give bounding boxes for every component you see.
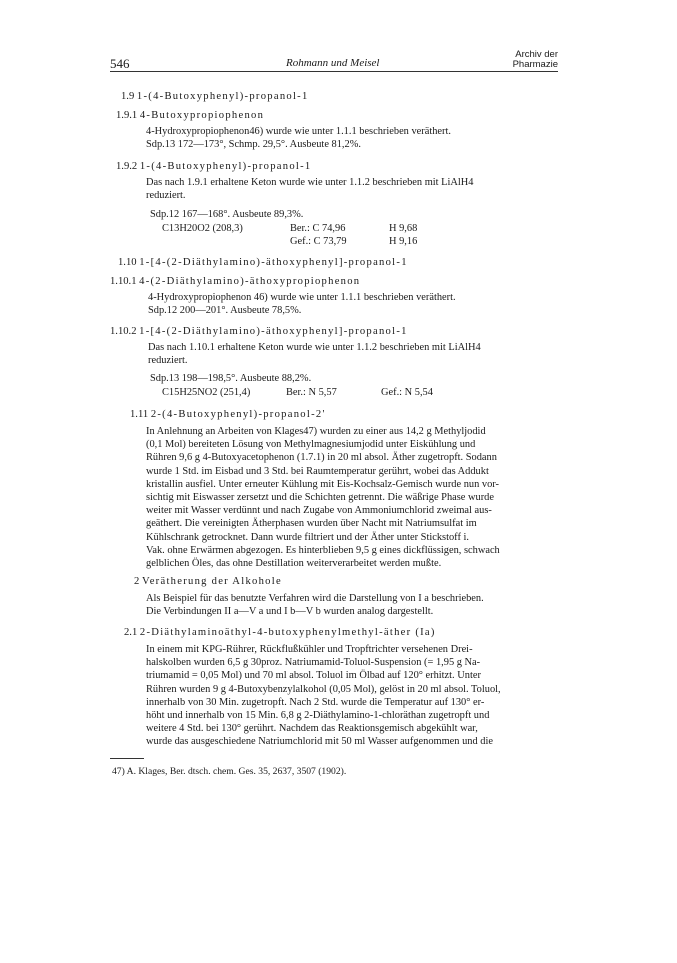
section-1-10-2-data: Sdp.13 198—198,5°. Ausbeute 88,2%. xyxy=(150,373,312,384)
text-line: halskolben wurden 6,5 g 30proz. Natriumamid-Toluol-Suspension (= 1,95 g Na- xyxy=(146,657,481,669)
text-line: triumamid = 0,05 Mol) und 70 ml absol. Toluol im Ölbad auf 120° erhitzt. Unter xyxy=(146,670,481,682)
text-line: wurde das ausgeschiedene Natriumchlorid mit 50 ml Wasser aufgenommen und die xyxy=(146,736,493,748)
section-number: 1.10.2 xyxy=(110,326,137,337)
section-1-9-2-body xyxy=(146,176,558,202)
section-1-11-heading xyxy=(130,408,326,421)
text-line: höht und innerhalb von 15 Min. 6,8 g 2-Diäthylamino-1-chloräthan zugetropft und xyxy=(146,710,490,722)
text-line: Das nach 1.10.1 erhaltene Keton wurde wie unter 1.1.2 beschrieben mit LiAlH4 xyxy=(148,342,481,353)
analysis-calculated: Ber.: N 5,57 xyxy=(286,387,337,398)
text-line: reduziert. xyxy=(148,355,188,367)
section-2-heading xyxy=(134,575,282,588)
text-line: wurde 1 Std. im Eisbad und 3 Std. bei Raumtemperatur gerührt, wobei das Addukt xyxy=(146,465,489,477)
text-line: Sdp.13 172—173°, Schmp. 29,5°. Ausbeute 81,2%. xyxy=(146,139,361,151)
section-number: 1.10 xyxy=(118,257,137,268)
text-line: In Anlehnung an Arbeiten von Klages47) wurden zu einer aus 14,2 g Methyljodid xyxy=(146,426,486,437)
section-title: 4-Butoxypropiophenon xyxy=(139,110,265,121)
section-number: 1.9.1 xyxy=(116,110,138,121)
text-line: Als Beispiel für das benutzte Verfahren wird die Darstellung von I a beschrieben. xyxy=(146,593,484,604)
section-number: 1.10.1 xyxy=(110,276,137,287)
journal-line-2: Pharmazie xyxy=(512,59,558,70)
section-1-10-heading xyxy=(118,256,408,269)
section-1-9-2-heading xyxy=(116,160,311,173)
page-number: 546 xyxy=(110,56,130,71)
section-title: 4-(2-Diäthylamino)-äthoxypropiophenon xyxy=(139,276,361,287)
text-line: Die Verbindungen II a—V a und I b—V b wurden analog dargestellt. xyxy=(146,606,434,618)
text-line: Rühren 9,6 g 4-Butoxyacetophenon (1.7.1) in 20 ml absol. Äther zugetropft. Sodann xyxy=(146,452,497,464)
text-line: 4-Hydroxypropiophenon 46) wurde wie unter 1.1.1 beschrieben veräthert. xyxy=(148,292,456,303)
journal-name xyxy=(513,50,558,70)
text-line: geäthert. Die vereinigten Ätherphasen wurden über Nacht mit Natriumsulfat im xyxy=(146,518,477,530)
text-line: sichtig mit Eiswasser zersetzt und die Schichten getrennt. Die wäßrige Phase wurde xyxy=(146,492,494,504)
section-2-1-heading xyxy=(124,626,436,639)
section-2-body xyxy=(146,592,484,618)
section-title: 1-[4-(2-Diäthylamino)-äthoxyphenyl]-propanol-1 xyxy=(139,257,408,268)
section-1-9-2-data: Sdp.12 167—168°. Ausbeute 89,3%. xyxy=(150,209,304,220)
section-title: 2-Diäthylaminoäthyl-4-butoxyphenylmethyl-äther (Ia) xyxy=(139,627,436,638)
text-line: gelblichen Öles, das ohne Destillation weiterverarbeitet werden mußte. xyxy=(146,558,442,570)
journal-line-1: Archiv der xyxy=(515,49,558,60)
analysis-calculated: Ber.: C 74,96 xyxy=(290,223,346,234)
footnote-rule xyxy=(110,758,144,759)
section-title: 1-[4-(2-Diäthylamino)-äthoxyphenyl]-propanol-1 xyxy=(139,326,408,337)
text-line: Vak. ohne Erwärmen abgezogen. Es hinterblieben 9,5 g eines dickflüssigen, schwach xyxy=(146,544,500,556)
text-line: reduziert. xyxy=(146,190,186,202)
header-rule xyxy=(110,71,558,72)
analysis-found: Gef.: C 73,79 xyxy=(290,236,347,247)
molecular-formula: C13H20O2 (208,3) xyxy=(162,223,243,234)
text-line: (0,1 Mol) bereiteten Lösung von Methylmagnesiumjodid unter Eiskühlung und xyxy=(146,439,476,451)
text-line: kristallin ausfiel. Unter erneuter Kühlung mit Eis-Kochsalz-Gemisch wurde nun vor- xyxy=(146,478,499,490)
section-1-10-2-body xyxy=(148,341,558,367)
section-1-10-1-heading xyxy=(110,275,360,288)
text-line: innerhalb von 30 Min. zugetropft. Nach 2 Std. wurde die Temperatur auf 130° er- xyxy=(146,696,485,708)
text-line: weitere 4 Std. bei 130° gerührt. Nachdem das Reaktionsgemisch abgekühlt war, xyxy=(146,723,478,735)
text-line: Sdp.12 200—201°. Ausbeute 78,5%. xyxy=(148,305,302,317)
text-line: 4-Hydroxypropiophenon46) wurde wie unter 1.1.1 beschrieben veräthert. xyxy=(146,126,451,137)
text-line: Kühlschrank getrocknet. Dann wurde filtriert und der Äther unter Stickstoff i. xyxy=(146,531,469,543)
section-2-1-body xyxy=(146,643,560,749)
section-title: 1-(4-Butoxyphenyl)-propanol-1 xyxy=(136,91,309,102)
section-number: 2.1 xyxy=(124,627,138,638)
section-number: 2 xyxy=(134,576,140,587)
section-number: 1.9.2 xyxy=(116,161,138,172)
section-1-9-1-heading xyxy=(116,109,264,122)
section-title: Verätherung der Alkohole xyxy=(141,576,282,587)
text-line: weiter mit Wasser verdünnt und nach Zugabe von Ammoniumchlorid zweimal aus- xyxy=(146,505,492,517)
section-1-11-body xyxy=(146,425,560,570)
section-1-10-1-body xyxy=(148,291,456,317)
analysis-calculated-h: H 9,68 xyxy=(389,223,418,234)
section-title: 2-(4-Butoxyphenyl)-propanol-2' xyxy=(150,409,326,420)
molecular-formula: C15H25NO2 (251,4) xyxy=(162,387,251,398)
section-number: 1.11 xyxy=(130,409,149,420)
text-line: Das nach 1.9.1 erhaltene Keton wurde wie unter 1.1.2 beschrieben mit LiAlH4 xyxy=(146,177,474,188)
section-1-9-1-body xyxy=(146,125,451,151)
text-line: Rühren wurden 9 g 4-Butoxybenzylalkohol (0,05 Mol), gelöst in 20 ml absol. Toluol, xyxy=(146,683,501,695)
analysis-found-h: H 9,16 xyxy=(389,236,418,247)
section-title: 1-(4-Butoxyphenyl)-propanol-1 xyxy=(139,161,312,172)
analysis-found: Gef.: N 5,54 xyxy=(381,387,433,398)
footnote-47: 47) A. Klages, Ber. dtsch. chem. Ges. 35, 2637, 3507 (1902). xyxy=(112,766,347,777)
running-head-authors: Rohmann und Meisel xyxy=(286,57,380,69)
section-number: 1.9 xyxy=(121,91,135,102)
section-1-10-2-heading xyxy=(110,325,408,338)
section-1-9-heading xyxy=(121,90,309,103)
text-line: In einem mit KPG-Rührer, Rückflußkühler und Tropftrichter versehenen Drei- xyxy=(146,644,473,655)
